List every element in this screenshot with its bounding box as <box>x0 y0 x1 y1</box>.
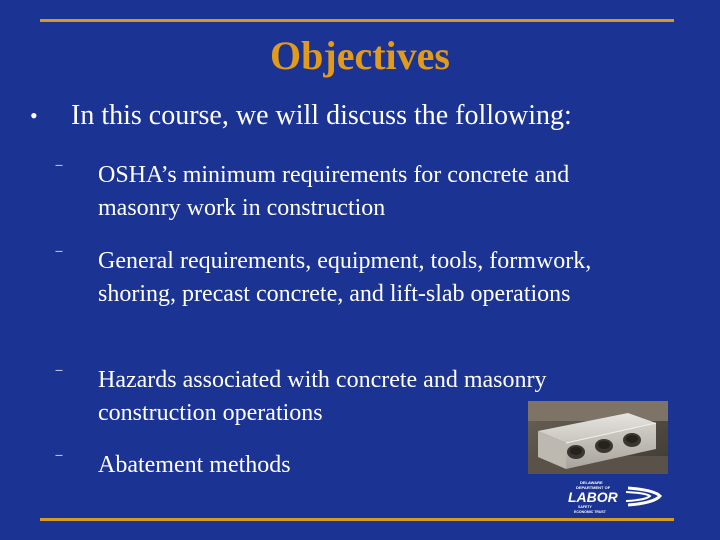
svg-text:DELAWARE: DELAWARE <box>580 480 603 485</box>
svg-text:LABOR: LABOR <box>568 489 618 505</box>
list-item <box>56 159 636 225</box>
dash-marker: ‾ <box>56 163 62 183</box>
list-item-text: Hazards associated with concrete and masonry construction operations <box>98 367 547 426</box>
concrete-block-photo <box>528 401 668 474</box>
list-item-text: Abatement methods <box>98 452 291 478</box>
svg-text:SAFETY: SAFETY <box>578 505 592 509</box>
list-item-text: OSHA’s minimum requirements for concrete and masonry work in construction <box>98 162 570 221</box>
list-item <box>56 245 636 344</box>
slide-title: Objectives <box>270 33 450 78</box>
dash-marker: ‾ <box>56 368 62 388</box>
department-of-labor-logo <box>566 478 664 515</box>
dash-marker: ‾ <box>56 453 62 473</box>
dash-marker: ‾ <box>56 249 62 269</box>
bullet-marker: • <box>30 103 38 128</box>
list-item-text: General requirements, equipment, tools, formwork, shoring, precast concrete, and lift-slab operations <box>98 248 592 307</box>
main-bullet-text: In this course, we will discuss the following: <box>71 100 572 131</box>
svg-text:DEPARTMENT OF: DEPARTMENT OF <box>576 485 611 490</box>
bottom-divider-line <box>40 518 674 521</box>
svg-text:ECONOMIC TRUST: ECONOMIC TRUST <box>574 510 606 514</box>
